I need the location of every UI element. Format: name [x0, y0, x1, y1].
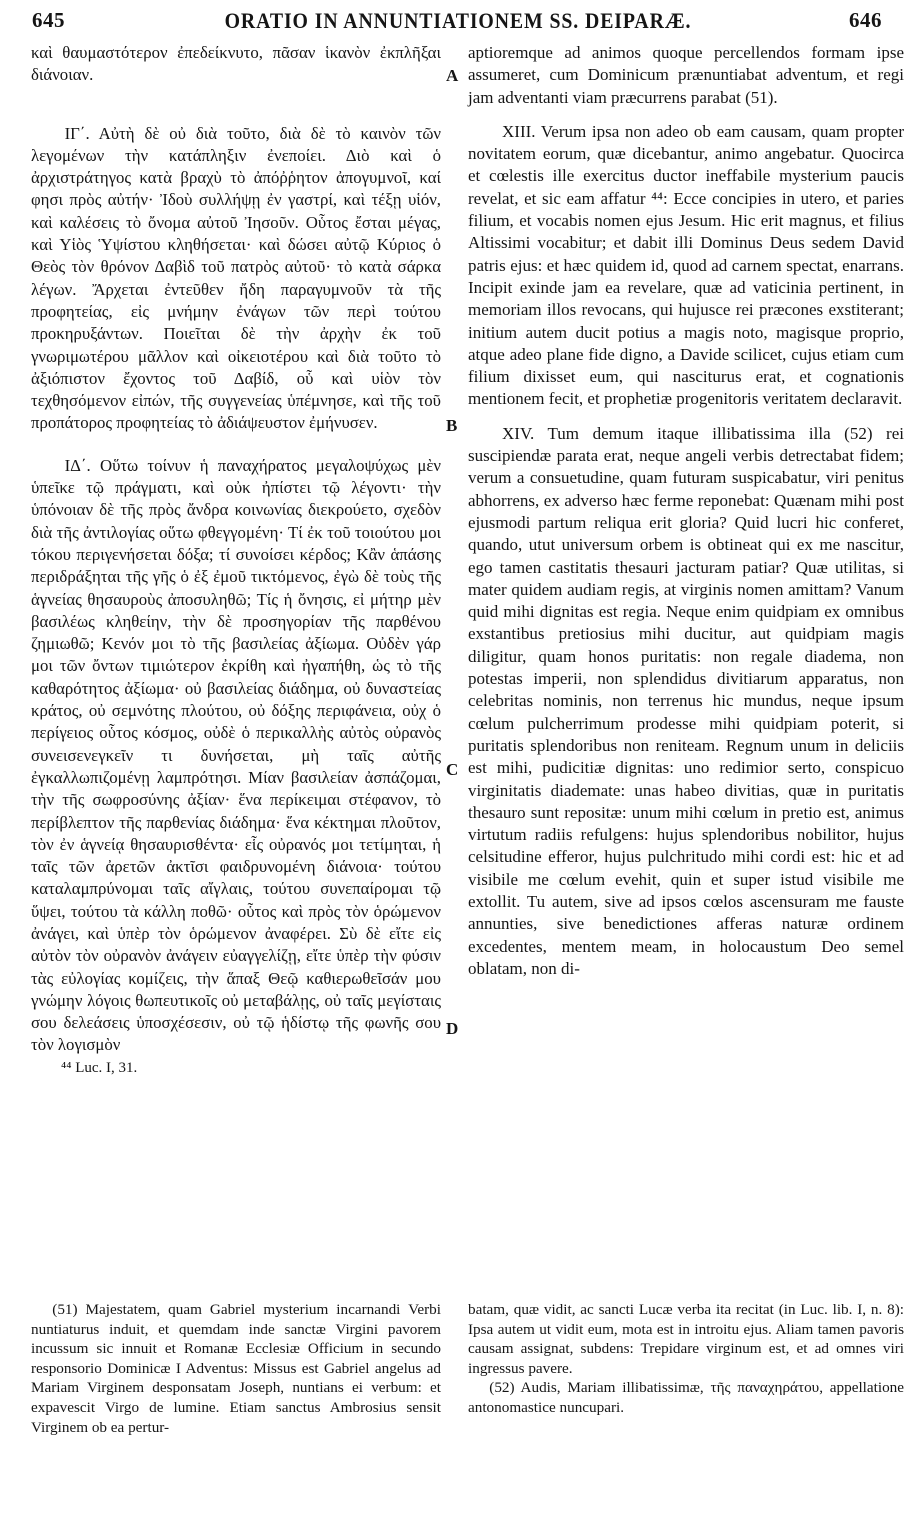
latin-opening-paragraph: aptioremque ad animos quoque percellendos formam ipse assumeret, cum Dominicum prænuntiabat adventum, et regi jam adventanti viam præcurrens parabat (51). — [468, 43, 904, 107]
running-title: ORATIO IN ANNUNTIATIONEM SS. DEIPARÆ. — [224, 8, 692, 33]
margin-letter-d: D — [446, 1019, 459, 1038]
page-number-left: 645 — [32, 8, 65, 32]
greek-section-14: ΙΔ΄. Οὕτω τοίνυν ἡ παναχήρατος μεγαλοψύχως μὲν ὑπεῖκε τῷ πράγματι, καὶ οὐκ ἠπίστει τῷ λέγοντι· τὴν ὑπόνοιαν δὲ τῆς πρὸς ἄνδρα κοινωνίας διεκρούετο, σχεδὸν διὰ τῆς ἀντιλογίας οὕτω φθεγγομένη· Τί ἐκ τοῦ τοιούτου μοι τόκου περιγενήσεται δόξα; τί συνοίσει κέρδος; Κἂν ἁπάσης περιδράξηται τῆς γῆς ὁ ἐξ ἐμοῦ τικτόμενος, ἐγὼ δὲ τοὺς τῆς ἁγνείας θησαυροὺς ἀποσυληθῶ; Τίς ἡ ὄνησις, εἰ μήτηρ μὲν βασιλέως κληθείην, τὴν δὲ προσηγορίαν τῆς παρθένου ζημιωθῶ; Κενόν μοι τὸ τῆς βασιλείας ἀξίωμα. Οὐδὲν γάρ μοι τῶν ὄντων τιμιώτερον ἐκρίθη καὶ ἠγαπήθη, ὡς τὸ τῆς καθαρότητος ἀξίωμα· οὐ βασιλείας διάδημα, οὐ δυναστείας κράτος, οὐ σεμνότης πλούτου, οὐ δόξης περιφάνεια, οὐχ ὁ περίγειος οὗτος κόσμος, οὐδὲ ὁ περικαλλὴς αὐτὸς οὐρανὸς συνεισενεγκεῖν τι δυνήσεται, μὴ ταῖς αὐτῆς ἐγκαλλωπιζομένῃ λαμπρότησι. Μίαν βασιλείαν ἀσπάζομαι, τὴν τῆς σωφροσύνης ἀξίαν· ἕνα περίκειμαι στέφανον, τὸ περίβλεπτον τῆς παρθενίας διάδημα· ἕνα κέκτημαι πλοῦτον, τὸν ἐν ἁγνείᾳ θησαυρισθέντα· εἷς οὐρανός μοι τετίμηται, ἡ ταῖς τῶν ἀρετῶν ἀκτῖσι φαιδρυνομένη διάνοια· τούτου καταλαμπρύνομαι ταῖς αἴγλαις, τούτου συνεπαίρομαι τῷ ὕψει, τούτου τὰ κάλλη ποθῶ· οὗτος καὶ πρὸς τὸν ὁρώμενον ἀνάγει, καὶ ὑπὲρ τὸν ὁρώμενον ἀναφέρει. Σὺ δὲ εἴτε εἰς αὐτὸν τὸν οὐρανὸν ἀνάγειν εὐαγγελίζῃ, εἴτε ὑπὲρ τὴν φύσιν τὰς εὐλογίας κομίζεις, τὴν ἅπαξ Θεῷ καθιερωθεῖσάν μου γνώμην λόγοις θωπευτικοῖς οὐ μεταβάλῃς, οὐ ταῖς μεγίσταις σου δελεάσεις ὑποσχέσεσιν, οὐ τῷ ἡδίστῳ τῆς φωνῆς σου τὸν λογισμὸν — [31, 455, 441, 1055]
page-number-right: 646 — [849, 8, 882, 32]
margin-letter-c: C — [446, 760, 459, 779]
margin-letter-a: A — [446, 66, 459, 85]
footnote-51-continued: batam, quæ vidit, ac sancti Lucæ verba ita recitat (in Luc. lib. I, n. 8): Ipsa autem ut vidit eum, mota est in introitu ejus. Aliam tamen pavoris causam assignat, subdens: Trepidare virginum est, et ad omnes viri ingressus pavere. — [468, 1301, 904, 1377]
latin-section-13: XIII. Verum ipsa non adeo ob eam causam, quam propter novitatem eorum, quæ dicebantur, animo angebatur. Quocirca et cœlestis ille exercitus ductor ineffabile mysterium paucis revelat, et sic eam affatur ⁴⁴: Ecce concipies in utero, et paries filium, et vocabis nomen ejus Jesum. Hic erit magnus, et filius Altissimi vocabitur; et dabit illi Dominus Deus sedem David patris ejus: et hæc quidem id, quod ad carnem spectat, enarrans. Incipit exinde jam ea revelare, quæ ad vaticinia pertinent, in memoriam illos revocans, qui hujusce rei præcones exstiterant; initium autem ducit potius a magis noto, magisque proprio, atque adeo plane fide digno, a Davide scilicet, cujus etiam cum filium dixisset eum, qui nasciturus erat, et cognationis mentionem fecit, et prophetiæ progenitoris veritatem declaravit. — [468, 121, 904, 409]
margin-letter-b: B — [446, 416, 458, 435]
greek-column — [31, 42, 441, 1079]
greek-section-13: ΙΓ΄. Αὐτὴ δὲ οὐ διὰ τοῦτο, διὰ δὲ τὸ καινὸν τῶν λεγομένων τὴν κατάπληξιν ἐνεποίει. Διὸ καὶ ὁ ἀρχιστράτηγος κατὰ βραχὺ τὸ ἀπόῤῥητον ἀπογυμνοῖ, καί φησι πρὸς αὐτήν· Ἰδοὺ συλλήψῃ ἐν γαστρί, καὶ τέξῃ υἱόν, καὶ καλέσεις τὸ ὄνομα αὐτοῦ Ἰησοῦν. Οὗτος ἔσται μέγας, καὶ Υἱὸς Ὑψίστου κληθήσεται· καὶ δώσει αὐτῷ Κύριος ὁ Θεὸς τὸν θρόνον Δαβὶδ τοῦ πατρὸς αὐτοῦ· τὸ κατὰ σάρκα λέγων. Ἄρχεται ἐντεῦθεν ἤδη παραγυμνοῦν τὰ τῆς προφητείας, εἰς μνήμην ἐνάγων τῶν περὶ τούτου προκηρυξάντων. Ποιεῖται δὲ τὴν ἀρχὴν ἐκ τοῦ γνωριμωτέρου μᾶλλον καὶ οἰκειοτέρου καὶ διὰ τοῦτο τὸ ἀξιόπιστον ἔχοντος τοῦ Δαβίδ, οὗ καὶ υἱὸν τὸν τεχθησόμενον εἰπών, τῆς συγγενείας ὑπέμνησε, καὶ τῆς τοῦ προπάτορος προφητείας τὸ ἀδιάψευστον ἐμήνυσεν. — [31, 123, 441, 433]
bible-reference: ⁴⁴ Luc. I, 31. — [61, 1059, 138, 1076]
footnotes-left — [31, 1300, 441, 1437]
footnote-51: (51) Majestatem, quam Gabriel mysterium incarnandi Verbi nuntiaturus induit, et quemdam inde sanctæ Virgini pavorem incussum sic innuit et Romanæ Ecclesiæ Officium in secundo responsorio Dominicæ I Adventus: Missus est Gabriel angelus ad Mariam Virginem desponsatam Joseph, nuntians ei verbum: et expavescit Virgo de lumine. Etiam sanctus Ambrosius sensit Virginem ob ea pertur- — [31, 1301, 441, 1436]
latin-section-14: XIV. Tum demum itaque illibatissima illa (52) rei suscipiendæ parata erat, neque angeli verbis detrectabat fidem; verum a consuetudine, quam futuram suspicabatur, viri penitus abhorrens, ex adverso hæc ferme reponebat: Quænam mihi post ejusmodi partum reliqua erit gloria? Quid lucri hic conferet, quando, utut universum orbem is obtineat qui ex me nascitur, ego tamen castitatis thesauri jacturam patiar? Quæ utilitas, si mater quidem audiam regis, at virginis nomen amittam? Vanum quid mihi dignitas est regia. Neque enim quidpiam ex omnibus exstantibus pretiosius mihi ducitur, aut quidpiam magis diligitur, quam honos puritatis: non regale diadema, non potestas imperii, non splendidus divitiarum apparatus, non celebritas nominis, non terrenus hic mundus, neque ipsum cœlum pulcherrimum prodesse mihi quidpiam poterit, si puritatis splendoribus non reniteam. Regnum unum in deliciis est mihi, pudicitiæ dignitas: uno redimior serto, conspicuo virginitatis diademate: unas habeo divitias, quæ in puritatis thesauro sunt repositæ: unum mihi cœlum in pretio est, animus virtutum radiis refulgens: hujus splendoribus nobilitor, hujus celsitudine efferor, hujus pulchritudo mihi cordi est: hic et ad visibile me cœlum evehit, quin et super istud visibile me extollit. Tu autem, sive ad ipsos cœlos ascensuram me fauste annunties, sive benedictiones afferas naturæ ordinem excedentes, mentem meam, in holocaustum Deo semel oblatam, non di- — [468, 423, 904, 978]
footnote-52: (52) Audis, Mariam illibatissimæ, τῆς παναχηράτου, appellatione antonomastice nuncupari. — [468, 1379, 904, 1416]
latin-column — [468, 42, 904, 980]
margin-letters — [446, 0, 466, 1540]
footnotes-right — [468, 1300, 904, 1418]
greek-opening-paragraph: καὶ θαυμαστότερον ἐπεδείκνυτο, πᾶσαν ἱκανὸν ἐκπλῆξαι διάνοιαν. — [31, 43, 441, 85]
